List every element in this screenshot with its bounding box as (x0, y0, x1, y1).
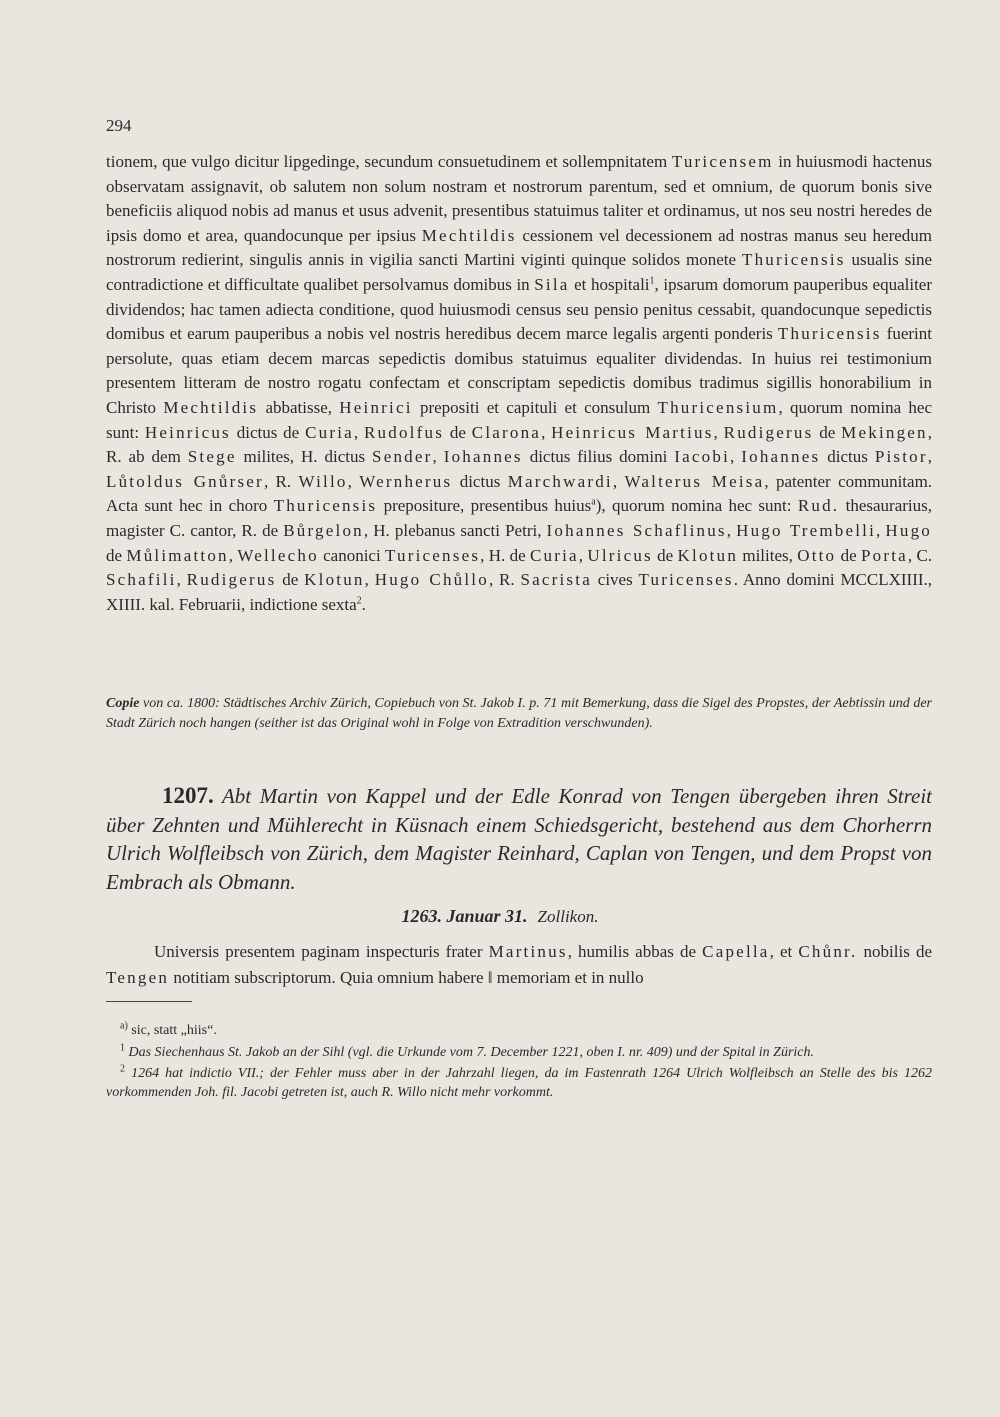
spaced-name: Curia (529, 545, 579, 565)
footnote-divider (106, 1001, 192, 1002)
footnote-1: $^1$ Das Siechenhaus St. Jakob an der Sihl (vgl. die Urkunde vom 7. December 1221, oben I. nr. 409) und der Spital in Zürich. (120, 1041, 814, 1060)
spaced-name: Iohannes (443, 447, 523, 467)
spaced-name: Thuricensis (741, 250, 846, 270)
spaced-name: Iohannes Schaflinus (546, 520, 727, 540)
spaced-name: Thuricensium (657, 397, 779, 417)
spaced-name: Klotun (304, 570, 365, 590)
footnote-ref: 1 (649, 275, 655, 287)
document-number: 1207. (162, 783, 214, 808)
spaced-name: Mekingen (841, 422, 928, 442)
spaced-name: Capella (702, 942, 770, 961)
spaced-name: Wellecho (237, 545, 319, 565)
spaced-name: Sacrista (520, 570, 592, 590)
spaced-name: Thuricensis (777, 324, 882, 344)
spaced-name: Otto (797, 545, 837, 565)
footnote-2: $^2$ 1264 hat indictio VII.; der Fehler muss aber in der Jahrzahl liegen, da im Fastenrath 1264 Ulrich Wolfleibsch an Stelle des bis 1262 vorkommenden Joh. fil. Jacobi getreten ist, auch R. Willo nicht mehr vorkommt. (106, 1063, 932, 1100)
spaced-name: Pistor (874, 447, 928, 467)
spaced-name: Klotun (677, 545, 739, 565)
spaced-name: Stege (187, 447, 237, 467)
spaced-name: Willo (298, 471, 348, 491)
spaced-name: Heinricus (144, 422, 231, 442)
spaced-name: Wernherus (359, 471, 453, 491)
spaced-name: Heinricus Martius (551, 422, 714, 442)
charter-text: tionem, que vulgo dicitur lipgedinge, secundum consuetudinem et sollempnitatem Turicensem in huiusmodi hactenus observatam assignavit, ob salutem non solum nostram et nostrorum parentum, sed et omnium, de quorum bonis sive beneficiis aliquod nobis ad manus et usus advenit, presentibus statuimus taliter et ordinamus, ut nos seu nostri heredes de ipsis domo et area, quandocunque per ipsius Mechtildis cessionem vel decessionem ad nostras manus seu heredum nostrorum redierint, singulis annis in vigilia sancti Martini viginti quinque solidos monete Thuricensis usualis sine contradictione et difficultate qualibet persolvamus domibus in Sila et hospitali$^1$, ipsarum domorum pauperibus equaliter dividendos; hac tamen adiecta conditione, quod huiusmodi census seu pensio penitus cessabit, quandocunque sepedictis domibus et earum pauperibus a nobis vel nostris heredibus decem marce legalis argenti ponderis Thuricensis fuerint persolute, quas etiam decem marcas sepedictis domibus statuimus equaliter dividendas. In huius rei testimonium presentem litteram de nostro rogatu confectam et conscriptam sepedictis domibus tradimus sigillis honorabilium in Christo Mechtildis abbatisse, Heinrici prepositi et capituli et consulum Thuricensium, quorum nomina hec sunt: Heinricus dictus de Curia, Rudolfus de Clarona, Heinricus Martius, Rudigerus de Mekingen, R. ab dem Stege milites, H. dictus Sender, Iohannes dictus filius domini Iacobi, Iohannes dictus Pistor, Lůtoldus Gnůrser, R. Willo, Wernherus dictus Marchwardi, Walterus Meisa, patenter communitam. Acta sunt hec in choro Thuricensis prepositure, presentibus huius$^a$), quorum nomina hec sunt: Rud. thesaurarius, magister C. cantor, R. de Bůrgelon, H. plebanus sancti Petri, Iohannes Schaflinus, Hugo Trembelli, Hugo de Můlimatton, Wellecho canonici Turicenses, H. de Curia, Ulricus de Klotun milites, Otto de Porta, C. Schafili, Rudigerus de Klotun, Hugo Chůllo, R. Sacrista cives Turicenses. Anno domini MCCLXIIII., XIIII. kal. Februarii, indictione sexta$^2$. (106, 152, 933, 614)
spaced-name: Clarona (471, 422, 542, 442)
spaced-name: Rudigerus (723, 422, 814, 442)
spaced-name: Rudolfus (364, 422, 445, 442)
spaced-name: Schafili (106, 570, 177, 590)
document-heading (106, 782, 932, 896)
spaced-name: Rudigerus (186, 570, 277, 590)
document-date: 1263. Januar 31. (401, 906, 528, 926)
spaced-name: Turicenses (638, 570, 734, 590)
spaced-name: Marchwardi (507, 471, 613, 491)
spaced-name: Bůrgelon (283, 520, 364, 540)
spaced-name: Porta (860, 545, 908, 565)
spaced-name: Curia (305, 422, 354, 442)
dateline (0, 906, 1000, 927)
spaced-name: Rud. (797, 496, 840, 516)
spaced-name: Mechtildis (163, 397, 259, 417)
spaced-name: Turicensem (671, 152, 774, 171)
page-number: 294 (106, 116, 132, 135)
footnote-ref: 2 (356, 595, 362, 607)
spaced-name: Tengen (106, 967, 170, 987)
spaced-name: Chůnr. (798, 942, 858, 961)
spaced-name: Martinus (488, 942, 568, 961)
document-text: Universis presentem paginam inspecturis frater Martinus, humilis abbas de Capella, et Chůnr. nobilis de Tengen notitiam subscriptorum. Quia omnium habere ‖ memoriam et in nullo (106, 942, 932, 987)
spaced-name: Walterus Meisa (624, 471, 765, 491)
spaced-name: Ulricus (587, 545, 653, 565)
spaced-name: Hugo (885, 520, 933, 540)
footnote-a: $^{a)}$ sic, statt „hiis“. (120, 1020, 217, 1038)
document-summary: Abt Martin von Kappel und der Edle Konrad von Tengen übergeben ihren Streit über Zehnten und Mühlerecht in Küsnach einem Schiedsgericht, bestehend aus dem Chorherrn Ulrich Wolfleibsch von Zürich, dem Magister Reinhard, Caplan von Tengen, und dem Propst von Embrach als Obmann. (106, 784, 932, 894)
spaced-name: Iacobi (674, 447, 731, 467)
spaced-name: Heinrici (339, 397, 413, 417)
spaced-name: Sender (372, 447, 433, 467)
spaced-name: Hugo Chůllo (374, 570, 489, 590)
spaced-name: Thuricensis (273, 496, 378, 516)
spaced-name: Můlimatton (126, 545, 229, 565)
footnotes (106, 1022, 932, 1105)
spaced-name: Sila (534, 274, 570, 294)
document-place: Zollikon. (537, 907, 599, 926)
spaced-name: Lůtoldus Gnůrser (106, 471, 264, 491)
spaced-name: Mechtildis (421, 225, 517, 245)
spaced-name: Iohannes (741, 447, 821, 467)
footnote-ref: a (591, 496, 596, 508)
copie-label: Copie (106, 696, 140, 711)
spaced-name: Hugo Trembelli (736, 520, 877, 540)
source-note: Copie von ca. 1800: Städtisches Archiv Zürich, Copiebuch von St. Jakob I. p. 71 mit Bemerkung, dass die Sigel des Propstes, der Aebtissin und der Stadt Zürich noch hangen (seither ist das Original wohl in Folge von Extradition verschwunden). (106, 696, 932, 731)
spaced-name: Turicenses (385, 545, 481, 565)
